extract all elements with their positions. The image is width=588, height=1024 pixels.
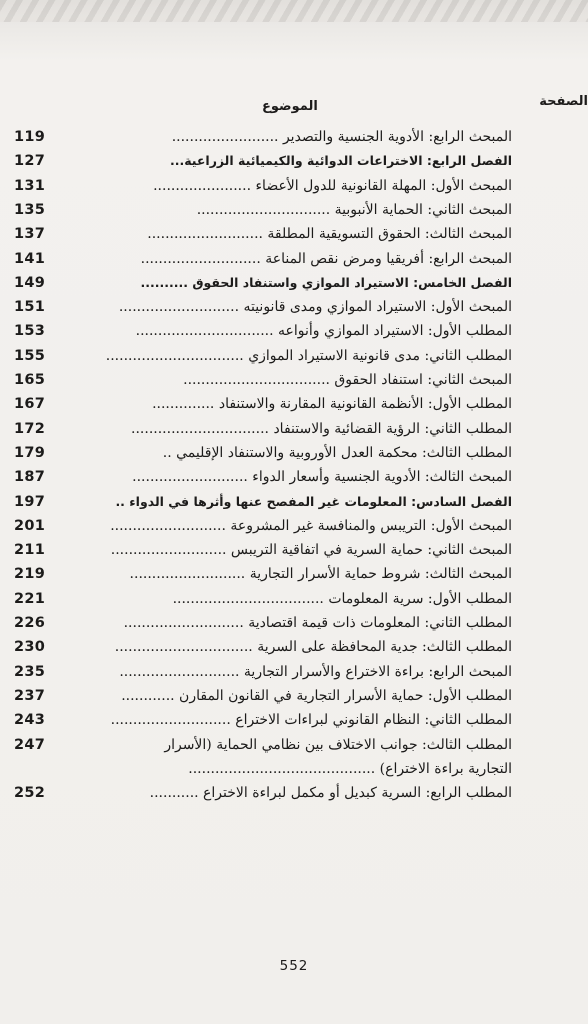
toc-entry-title: المطلب الثاني: النظام القانوني لبراءات الاختراع ...........................: [110, 712, 512, 729]
toc-entry-title: المبحث الأول: الاستيراد الموازي ومدى قانونيته ...........................: [118, 299, 512, 316]
toc-entry-title: الفصل الخامس: الاستيراد الموازي واستنفاد الحقوق ..........: [140, 274, 512, 290]
toc-page-number: 149: [14, 274, 46, 291]
toc-entry: [0, 369, 588, 391]
toc-page-number: 141: [14, 250, 46, 267]
toc-page-number: 219: [14, 566, 46, 583]
toc-entry-title: المبحث الثاني: الحماية الأنبوبية ..............................: [196, 201, 512, 218]
toc-entry: [0, 272, 588, 294]
toc-page-number: 153: [14, 323, 46, 340]
toc-page-number: 201: [14, 517, 46, 534]
toc-entry-title: المطلب الأول: سرية المعلومات ..................................: [172, 590, 512, 607]
toc-entry: [0, 709, 588, 731]
toc-entry: [0, 734, 588, 756]
toc-page-number: 197: [14, 493, 46, 510]
toc-entry: [0, 223, 588, 245]
toc-entry-title: المبحث الرابع: أفريقيا ومرض نقص المناعة ...........................: [140, 250, 512, 267]
toc-entry: [0, 418, 588, 440]
toc-entry-title: التجارية براءة الاختراع) ..........................................: [188, 760, 512, 777]
toc-entry: [0, 320, 588, 342]
toc-entry: [0, 685, 588, 707]
toc-page-number: 179: [14, 444, 46, 461]
toc-entry: [0, 636, 588, 658]
toc-page-number: 119: [14, 129, 46, 145]
toc-page-number: 243: [14, 712, 46, 729]
toc-page-number: 172: [14, 420, 46, 437]
toc-entry-title: المطلب الثالث: جوانب الاختلاف بين نظامي الحماية (الأسرار: [164, 736, 512, 753]
toc-entry-title: المطلب الثاني: مدى قانونية الاستيراد الموازي ...............................: [105, 347, 512, 364]
toc-entry: [0, 758, 588, 780]
toc-page-number: 187: [14, 469, 46, 486]
toc-page-number: 137: [14, 226, 46, 243]
toc-page-number: 211: [14, 542, 46, 559]
toc-page-number: 237: [14, 687, 46, 704]
page-column-header: الصفحة: [539, 94, 588, 109]
toc-page-number: 167: [14, 396, 46, 413]
toc-entry: [0, 491, 588, 513]
toc-entry: [0, 466, 588, 488]
toc-entry-title: المبحث الثاني: استنفاد الحقوق .................................: [183, 372, 512, 388]
toc-entry: [0, 612, 588, 634]
toc-entry-title: الفصل الرابع: الاختراعات الدوائية والكيميائية الزراعية...: [169, 153, 512, 169]
toc-page-number: 131: [14, 177, 46, 194]
toc-page-number: 230: [14, 639, 46, 656]
toc-entry-title: المطلب الأول: الأنظمة القانونية المقارنة والاستنفاد ..............: [152, 396, 512, 413]
toc-entry-title: المبحث الثالث: الأدوية الجنسية وأسعار الدواء ..........................: [132, 469, 512, 486]
toc-entry-title: المطلب الثالث: محكمة العدل الأوروبية والاستنفاد الإقليمي ..: [162, 444, 512, 461]
toc-page-number: 127: [14, 153, 46, 170]
toc-page-number: 221: [14, 590, 46, 607]
toc-entry: [0, 515, 588, 537]
toc-entry-title: المبحث الأول: المهلة القانونية للدول الأعضاء ......................: [153, 177, 512, 194]
toc-entry: [0, 782, 588, 804]
toc-page-number: 247: [14, 736, 46, 753]
toc-entry-title: المطلب الأول: حماية الأسرار التجارية في القانون المقارن ............: [121, 687, 512, 704]
toc-page-number: 151: [14, 299, 46, 316]
toc-entry-title: المبحث الرابع: الأدوية الجنسية والتصدير ........................: [171, 129, 512, 145]
toc-entry-title: المبحث الرابع: براءة الاختراع والأسرار التجارية ...........................: [119, 663, 512, 680]
toc-entry-title: المبحث الثالث: شروط حماية الأسرار التجارية ..........................: [129, 566, 512, 583]
toc-page-number: 135: [14, 201, 46, 218]
toc-entry: [0, 296, 588, 318]
toc-entry: [0, 126, 588, 148]
toc-entry: [0, 588, 588, 610]
subject-column-header: الموضوع: [262, 99, 318, 114]
toc-entry: [0, 345, 588, 367]
toc-page-number: 165: [14, 372, 46, 388]
toc-entry: [0, 563, 588, 585]
toc-entry: [0, 539, 588, 561]
page-number: 552: [279, 958, 309, 974]
toc-entry: [0, 175, 588, 197]
toc-entry-title: المطلب الثالث: جدية المحافظة على السرية ...............................: [114, 639, 512, 656]
toc-entry-title: المطلب الرابع: السرية كبديل أو مكمل لبراءة الاختراع ...........: [149, 785, 512, 802]
toc-entry-title: المطلب الثاني: الرؤية القضائية والاستنفاد ...............................: [131, 420, 512, 437]
toc-entry-title: المطلب الأول: الاستيراد الموازي وأنواعه ...............................: [135, 323, 512, 340]
toc-entry: [0, 248, 588, 270]
toc-entry: [0, 442, 588, 464]
toc-entry-title: المبحث الثاني: حماية السرية في اتفاقية التريبس ..........................: [110, 542, 512, 559]
toc-entry-title: الفصل السادس: المعلومات غير المفصح عنها وأثرها في الدواء ..: [115, 493, 512, 509]
toc-entry: [0, 150, 588, 172]
toc-entry-title: المطلب الثاني: المعلومات ذات قيمة اقتصادية ...........................: [123, 615, 512, 631]
toc-entry-title: المبحث الثالث: الحقوق التسويقية المطلقة ..........................: [147, 226, 512, 243]
toc-page-number: 252: [14, 785, 46, 802]
toc-entry-title: المبحث الأول: التريبس والمنافسة غير المشروعة ..........................: [110, 517, 512, 534]
toc-entry: [0, 393, 588, 415]
toc-entry: [0, 661, 588, 683]
toc-page-number: 155: [14, 347, 46, 364]
toc-page-number: 235: [14, 663, 46, 680]
toc-page-number: 226: [14, 615, 46, 631]
toc-entry: [0, 199, 588, 221]
